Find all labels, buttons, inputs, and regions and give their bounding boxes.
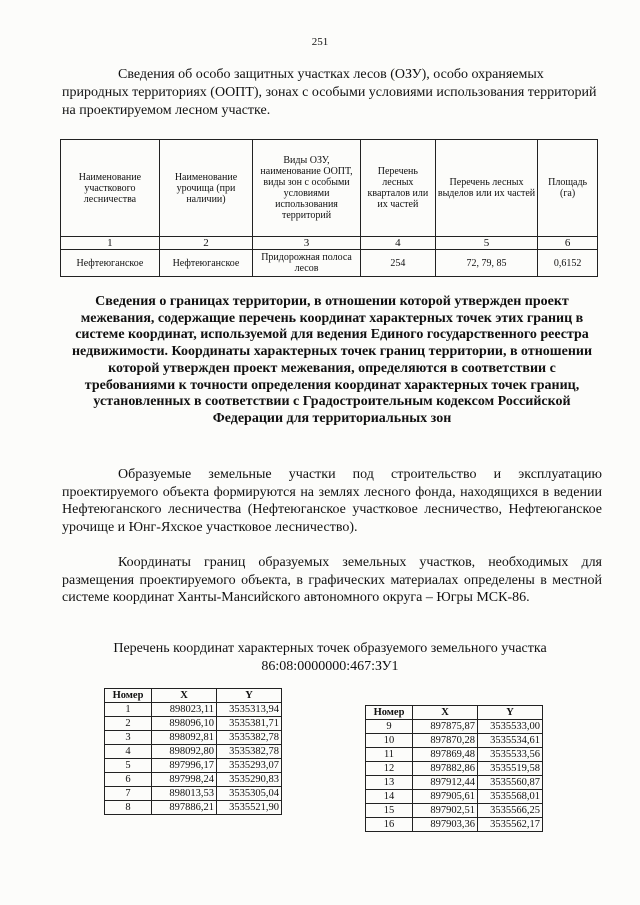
point-number: 11: [366, 748, 413, 762]
y-coordinate: 3535560,87: [478, 776, 543, 790]
table-row: [105, 787, 282, 801]
table-header-row: [366, 706, 543, 720]
table-row: [366, 748, 543, 762]
point-number: 15: [366, 804, 413, 818]
table-row: [366, 762, 543, 776]
column-number: 1: [61, 237, 160, 250]
cell-forestry: Нефтеюганское: [61, 250, 160, 277]
y-coordinate: 3535382,78: [217, 731, 282, 745]
x-coordinate: 897996,17: [152, 759, 217, 773]
table-row: [105, 759, 282, 773]
table-row: [105, 773, 282, 787]
point-number: 2: [105, 717, 152, 731]
cell-tract: Нефтеюганское: [159, 250, 252, 277]
x-coordinate: 897875,87: [413, 720, 478, 734]
y-coordinate: 3535533,56: [478, 748, 543, 762]
table-row: [366, 720, 543, 734]
x-coordinate: 897912,44: [413, 776, 478, 790]
table-row: [105, 703, 282, 717]
table-row: [105, 745, 282, 759]
column-number: 2: [159, 237, 252, 250]
coordinates-table-right: [365, 705, 543, 832]
coordinates-list-title: Перечень координат характерных точек образуемого земельного участка 86:08:0000000:467:ЗУ1: [113, 641, 547, 674]
x-coordinate: 897998,24: [152, 773, 217, 787]
point-number: 8: [105, 801, 152, 815]
x-coordinate: 898092,80: [152, 745, 217, 759]
paragraph-land-plots: Образуемые земельные участки под строительство и эксплуатацию проектируемого объекта формируются на землях лесного фонда, находящихся в ведении Нефтеюганского лесничества (Нефтеюганское участковое лесничество, Нефтеюганское урочище и Юнг-Яхское участковое лесничество).: [62, 467, 602, 535]
page-number: 251: [311, 36, 329, 48]
column-number: 3: [253, 237, 361, 250]
point-number: 7: [105, 787, 152, 801]
y-coordinate: 3535521,90: [217, 801, 282, 815]
point-number: 12: [366, 762, 413, 776]
table-row: [105, 717, 282, 731]
boundaries-heading: Сведения о границах территории, в отношении которой утвержден проект межевания, содержащие перечень координат характерных точек этих границ в системе координат, используемой для ведения Единого государственного реестра недвижимости. Координаты характерных точек границ территории, в отношении которой утвержден проект межевания, определяются в соответствии с требованиями к точности определения координат характерных точек границ, установленных в соответствии с Градостроительным кодексом Российской Федерации для территориальных зон: [71, 294, 593, 426]
header-sections: Перечень лесных выделов или их частей: [435, 140, 537, 237]
x-coordinate: 897886,21: [152, 801, 217, 815]
y-coordinate: 3535382,78: [217, 745, 282, 759]
point-number: 16: [366, 818, 413, 832]
point-number: 1: [105, 703, 152, 717]
table-header-row: [105, 689, 282, 703]
column-number-row: [61, 237, 598, 250]
header-x: X: [152, 689, 217, 703]
header-number: Номер: [105, 689, 152, 703]
header-number: Номер: [366, 706, 413, 720]
header-y: Y: [217, 689, 282, 703]
x-coordinate: 897882,86: [413, 762, 478, 776]
y-coordinate: 3535566,25: [478, 804, 543, 818]
x-coordinate: 898092,81: [152, 731, 217, 745]
table-header-row: [61, 140, 598, 237]
header-zone-types: Виды ОЗУ, наименование ООПТ, виды зон с особыми условиями использования территорий: [253, 140, 361, 237]
x-coordinate: 897869,48: [413, 748, 478, 762]
x-coordinate: 898023,11: [152, 703, 217, 717]
header-area: Площадь (га): [538, 140, 598, 237]
x-coordinate: 897905,61: [413, 790, 478, 804]
coordinates-rows: [366, 720, 543, 832]
point-number: 10: [366, 734, 413, 748]
header-forestry: Наименование участкового лесничества: [61, 140, 160, 237]
intro-heading: Сведения об особо защитных участках лесов (ОЗУ), особо охраняемых природных территориях (ООПТ), зонах с особыми условиями использования территорий на проектируемом лесном участке.: [62, 67, 597, 118]
cell-quarters: 254: [360, 250, 435, 277]
y-coordinate: 3535313,94: [217, 703, 282, 717]
cell-area: 0,6152: [538, 250, 598, 277]
y-coordinate: 3535290,83: [217, 773, 282, 787]
header-tract: Наименование урочища (при наличии): [159, 140, 252, 237]
protected-areas-table: [60, 139, 598, 277]
point-number: 4: [105, 745, 152, 759]
column-number: 6: [538, 237, 598, 250]
y-coordinate: 3535381,71: [217, 717, 282, 731]
table-row: [366, 804, 543, 818]
x-coordinate: 897902,51: [413, 804, 478, 818]
coordinates-table-left: [104, 688, 282, 815]
cell-sections: 72, 79, 85: [435, 250, 537, 277]
point-number: 6: [105, 773, 152, 787]
column-number: 4: [360, 237, 435, 250]
table-row: [366, 734, 543, 748]
point-number: 5: [105, 759, 152, 773]
column-number: 5: [435, 237, 537, 250]
table-row: [105, 731, 282, 745]
y-coordinate: 3535293,07: [217, 759, 282, 773]
coordinates-rows: [105, 703, 282, 815]
y-coordinate: 3535519,58: [478, 762, 543, 776]
header-quarters: Перечень лесных кварталов или их частей: [360, 140, 435, 237]
paragraph-coordinates: Координаты границ образуемых земельных участков, необходимых для размещения проектируемого объекта, в графических материалах определены в местной системе координат Ханты-Мансийского автономного округа – Югры МСК-86.: [62, 555, 602, 605]
y-coordinate: 3535305,04: [217, 787, 282, 801]
header-y: Y: [478, 706, 543, 720]
table-row: [366, 776, 543, 790]
y-coordinate: 3535568,01: [478, 790, 543, 804]
point-number: 14: [366, 790, 413, 804]
y-coordinate: 3535533,00: [478, 720, 543, 734]
cell-zone-type: Придорожная полоса лесов: [253, 250, 361, 277]
point-number: 3: [105, 731, 152, 745]
header-x: X: [413, 706, 478, 720]
table-row: [105, 801, 282, 815]
point-number: 13: [366, 776, 413, 790]
x-coordinate: 898096,10: [152, 717, 217, 731]
table-row: [366, 790, 543, 804]
y-coordinate: 3535534,61: [478, 734, 543, 748]
x-coordinate: 897903,36: [413, 818, 478, 832]
x-coordinate: 897870,28: [413, 734, 478, 748]
table-row: [366, 818, 543, 832]
y-coordinate: 3535562,17: [478, 818, 543, 832]
point-number: 9: [366, 720, 413, 734]
x-coordinate: 898013,53: [152, 787, 217, 801]
table-row: [61, 250, 598, 277]
